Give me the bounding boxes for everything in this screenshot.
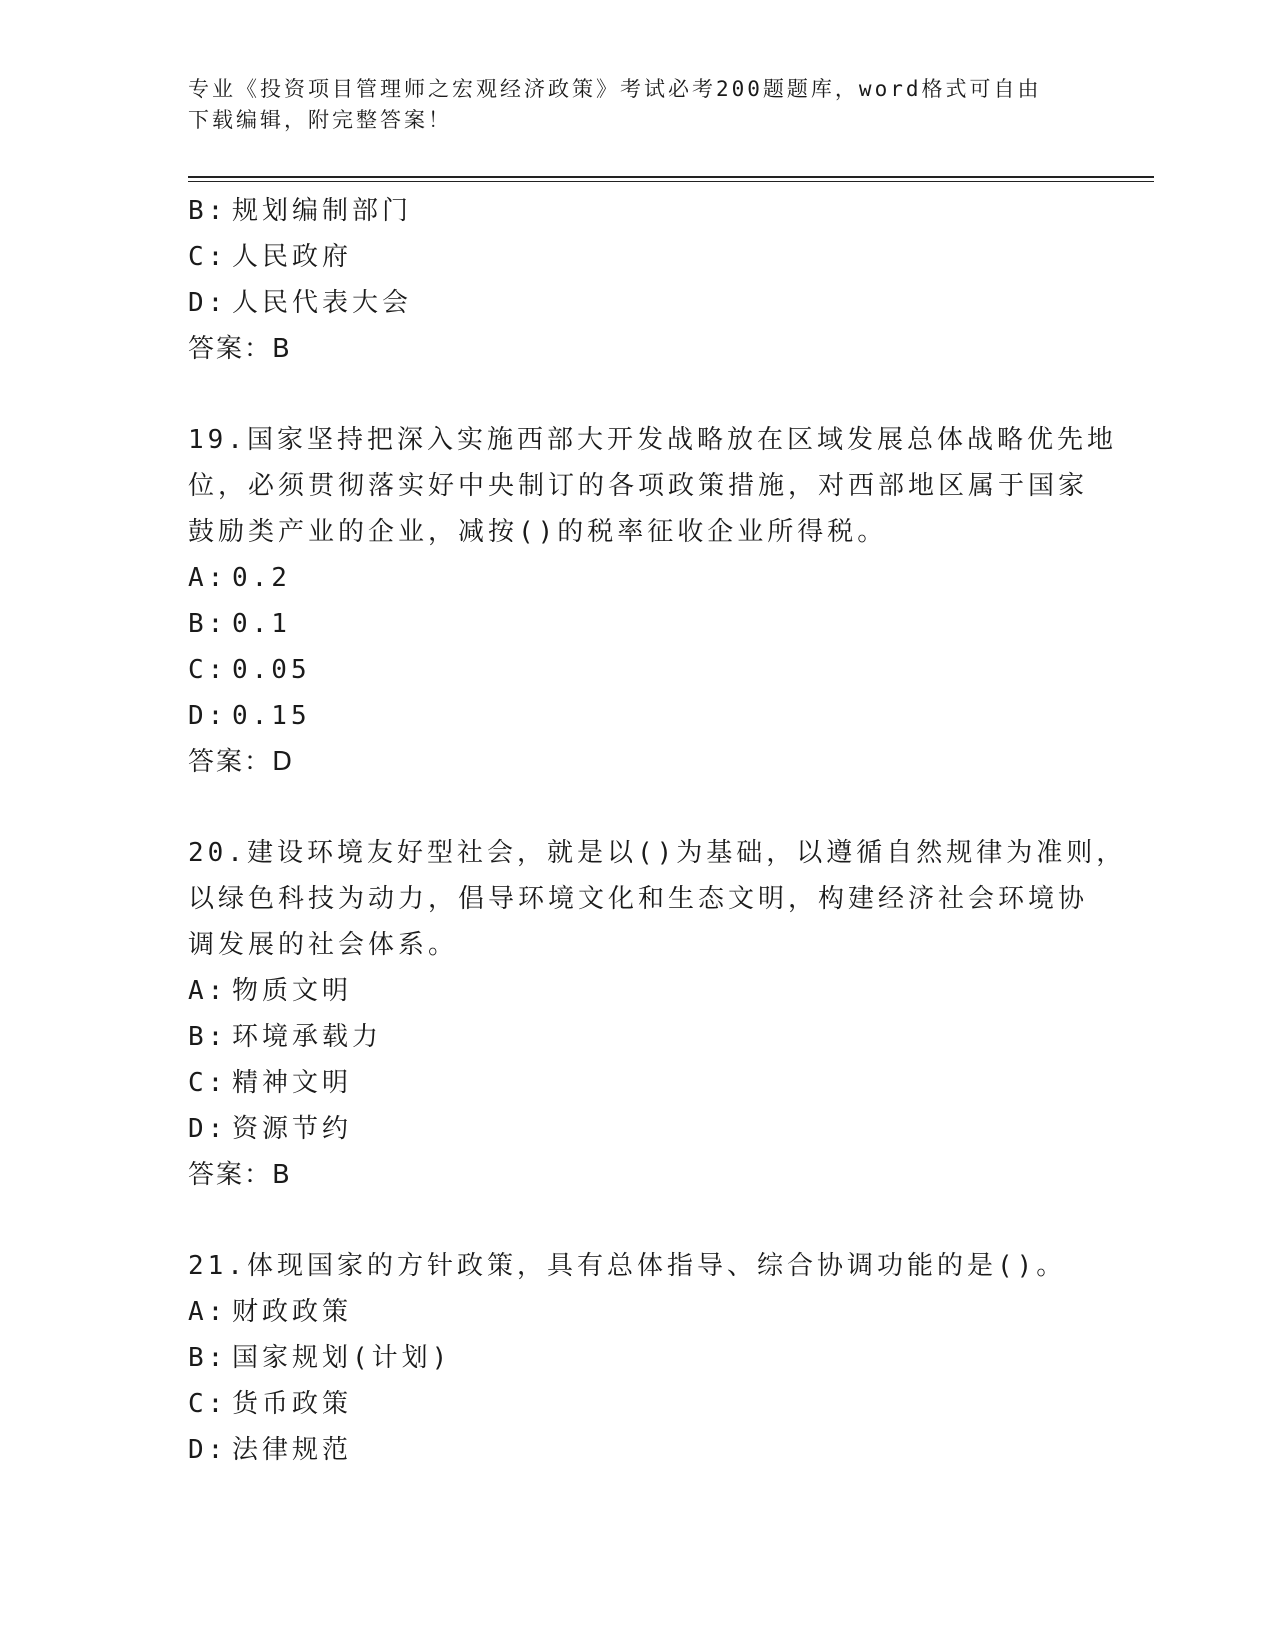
question-20 bbox=[188, 830, 1127, 1198]
option-a bbox=[188, 1289, 1088, 1335]
option-letter: C: bbox=[188, 1389, 228, 1419]
question-text-line: 19.国家坚持把深入实施西部大开发战略放在区域发展总体战略优先地 bbox=[188, 425, 1117, 455]
option-c bbox=[188, 1381, 1088, 1427]
option-d bbox=[188, 1106, 1088, 1152]
document-header bbox=[188, 74, 1068, 136]
option-b bbox=[188, 188, 1088, 234]
option-letter: B: bbox=[188, 1022, 228, 1052]
option-b bbox=[188, 1014, 1088, 1060]
header-divider-thin bbox=[188, 181, 1154, 182]
question-text-line: 调发展的社会体系。 bbox=[188, 930, 459, 960]
header-divider-thick bbox=[188, 176, 1154, 178]
header-line-2: 下载编辑，附完整答案！ bbox=[188, 108, 452, 132]
question-text-line: 位，必须贯彻落实好中央制订的各项政策措施，对西部地区属于国家 bbox=[188, 471, 1089, 501]
option-text: 0.1 bbox=[232, 609, 291, 639]
answer-line: 答案：D bbox=[188, 747, 295, 777]
option-letter: B: bbox=[188, 1343, 228, 1373]
question-19 bbox=[188, 417, 1117, 785]
option-letter: A: bbox=[188, 1297, 228, 1327]
option-d bbox=[188, 280, 1088, 326]
option-text: 精神文明 bbox=[232, 1068, 353, 1098]
option-letter: D: bbox=[188, 701, 228, 731]
option-text: 国家规划(计划) bbox=[232, 1343, 452, 1373]
question-18-continued bbox=[188, 188, 1088, 372]
option-d bbox=[188, 693, 1088, 739]
header-line-1: 专业《投资项目管理师之宏观经济政策》考试必考200题题库，word格式可自由 bbox=[188, 77, 1042, 101]
question-text-line: 鼓励类产业的企业，减按()的税率征收企业所得税。 bbox=[188, 517, 888, 547]
option-a bbox=[188, 968, 1088, 1014]
option-letter: D: bbox=[188, 1435, 228, 1465]
option-a bbox=[188, 555, 1088, 601]
option-letter: D: bbox=[188, 1114, 228, 1144]
option-letter: B: bbox=[188, 609, 228, 639]
option-text: 0.05 bbox=[232, 655, 311, 685]
option-letter: D: bbox=[188, 288, 228, 318]
question-21 bbox=[188, 1243, 1088, 1473]
option-text: 法律规范 bbox=[232, 1435, 353, 1465]
option-c bbox=[188, 234, 1088, 280]
option-text: 物质文明 bbox=[232, 976, 353, 1006]
option-letter: A: bbox=[188, 563, 228, 593]
option-letter: C: bbox=[188, 242, 228, 272]
option-c bbox=[188, 1060, 1088, 1106]
option-letter: C: bbox=[188, 655, 228, 685]
option-letter: A: bbox=[188, 976, 228, 1006]
question-text-line: 21.体现国家的方针政策，具有总体指导、综合协调功能的是()。 bbox=[188, 1251, 1067, 1281]
answer-line: 答案：B bbox=[188, 1160, 292, 1190]
question-text-line: 20.建设环境友好型社会，就是以()为基础，以遵循自然规律为准则， bbox=[188, 838, 1127, 868]
option-b bbox=[188, 601, 1088, 647]
option-c bbox=[188, 647, 1088, 693]
option-text: 资源节约 bbox=[232, 1114, 353, 1144]
option-text: 0.15 bbox=[232, 701, 311, 731]
option-d bbox=[188, 1427, 1088, 1473]
option-text: 0.2 bbox=[232, 563, 291, 593]
option-text: 人民代表大会 bbox=[232, 288, 413, 318]
answer-line: 答案：B bbox=[188, 334, 292, 364]
option-text: 规划编制部门 bbox=[232, 196, 413, 226]
question-text-line: 以绿色科技为动力，倡导环境文化和生态文明，构建经济社会环境协 bbox=[188, 884, 1089, 914]
option-text: 环境承载力 bbox=[232, 1022, 383, 1052]
option-text: 人民政府 bbox=[232, 242, 353, 272]
option-letter: C: bbox=[188, 1068, 228, 1098]
question-list bbox=[188, 188, 1127, 1473]
option-text: 财政政策 bbox=[232, 1297, 353, 1327]
option-letter: B: bbox=[188, 196, 228, 226]
option-text: 货币政策 bbox=[232, 1389, 353, 1419]
option-b bbox=[188, 1335, 1088, 1381]
